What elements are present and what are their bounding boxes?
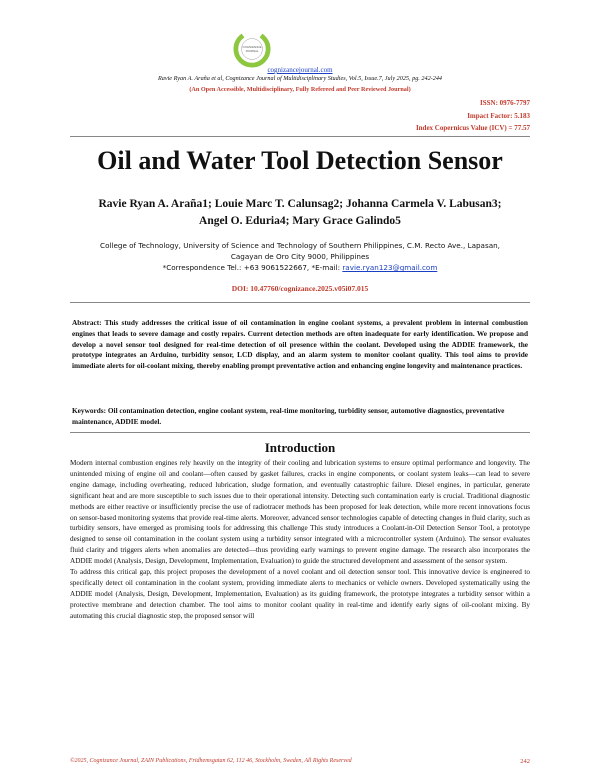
svg-text:COGNIZANCE: COGNIZANCE: [242, 45, 262, 50]
keywords: Keywords: Oil contamination detection, engine coolant system, real-time monitoring, turbidity sensor, automotive diagnostics, preventative maintenance, ADDIE model.: [72, 406, 505, 426]
abstract-divider: [70, 302, 530, 303]
issn: ISSN: 0976-7797: [480, 99, 530, 107]
header-divider: [70, 136, 530, 137]
impact-factor: Impact Factor: 5.183: [467, 112, 530, 120]
abstract: Abstract: This study addresses the critical issue of oil contamination in engine coolant systems, a prevalent problem in internal combustion engines that leads to severe damage and costly repairs. Current detection methods are often inadequate for early identification. We propose and develop a novel sensor tool designed for real-time detection of oil presence within the coolant. Developed using the ADDIE framework, the prototype integrates an Arduino, turbidity sensor, LCD display, and an alarm system to monitor coolant quality. This tool aims to provide immediate alerts for oil-coolant mixing, thereby enabling prompt preventative action and enhancing engine longevity and maintenance practices.: [72, 318, 528, 371]
citation-line: Ravie Ryan A. Araña et al, Cognizance Journal of Multidisciplinary Studies, Vol.5, Issue.7, July 2025, pg. 242-244: [157, 75, 443, 82]
page-number: 242: [520, 758, 530, 765]
affiliation-line-2: Cagayan de Oro City 9000, Philippines: [230, 252, 370, 261]
journal-logo: [233, 30, 271, 68]
svg-text:JOURNAL: JOURNAL: [245, 48, 259, 53]
icv-value: Index Copernicus Value (ICV) = 77.57: [415, 124, 530, 132]
authors-line-2: Angel O. Eduria4; Mary Grace Galindo5: [199, 215, 401, 227]
authors: [60, 196, 540, 230]
journal-website-link[interactable]: cognizancejournal.com: [267, 66, 333, 74]
doi[interactable]: DOI: 10.47760/cognizance.2025.v05i07.015: [231, 284, 369, 293]
authors-line-1: Ravie Ryan A. Araña1; Louie Marc T. Calunsag2; Johanna Carmela V. Labusan3;: [98, 198, 502, 210]
keywords-divider: [70, 432, 530, 433]
correspondence-text: *Correspondence Tel.: +63 9061522667, *E-mail:: [162, 263, 341, 272]
affiliation: [60, 240, 540, 273]
intro-paragraph-1: Modern internal combustion engines rely heavily on the integrity of their cooling and lubrication systems to ensure optimal performance and longevity. The unintended mixing of engine oil and coolant—often caused by gasket failures, cracks in engine components, or coolant system leaks—can lead to severe engine damage, including overheating, reduced lubrication, sludge formation, and eventually catastrophic failure. Diesel engines, in particular, generate significant heat and are more susceptible to such issues due to their operational intensity. Detecting such contamination early is crucial. Traditional diagnostic methods are either reactive or insufficiently precise the use of radiotracer methods has been proposed for leak detection, while more recent innovations focus on sensor-based monitoring systems that provide real-time alerts. Moreover, advanced sensor technologies capable of detecting changes in fluid clarity, such as turbidity sensors, have emerged as promising tools for addressing this challenge This study introduces a Coolant-in-Oil Detection Sensor Tool, a prototype designed to sense oil contamination in the coolant system using a turbidity sensor integrated with a microcontroller system (Arduino). The sensor evaluates fluid clarity and triggers alerts when anomalies are detected—thus providing early warnings to prevent engine damage. The research also incorporates the ADDIE model (Analysis, Design, Development, Implementation, Evaluation) to guide the structured development and assessment of the sensor system.: [70, 459, 530, 566]
introduction-heading: Introduction: [264, 440, 336, 455]
open-access-note: (An Open Accessible, Multidisciplinary, Fully Refereed and Peer Reviewed Journal): [189, 86, 411, 93]
correspondence: [60, 262, 540, 273]
copyright-footer: ©2025, Cognizance Journal, ZAIN Publications, Fridhemsgatan 62, 112 46, Stockholm, Sweden, All Rights Reserved: [70, 758, 352, 764]
paper-title: Oil and Water Tool Detection Sensor: [97, 146, 503, 175]
intro-paragraph-2: To address this critical gap, this project proposes the development of a novel coolant and oil detection sensor tool. This innovative device is engineered to specifically detect oil contamination in the coolant system, providing immediate alerts to mechanics or vehicle owners. Developed systematically using the ADDIE model (Analysis, Design, Development, Implementation, Evaluation) as its guiding framework, the prototype integrates a turbidity sensor within a protective membrane and detection chamber. The tool aims to monitor coolant quality in real-time and identify early signs of oil-coolant mixing. By automating this crucial diagnostic step, the proposed sensor will: [70, 568, 530, 620]
introduction-body: [70, 458, 530, 622]
affiliation-line-1: College of Technology, University of Science and Technology of Southern Philippines, C.M. Recto Ave., Lapasan,: [100, 241, 500, 250]
email-link[interactable]: ravie.ryan123@gmail.com: [342, 263, 438, 272]
